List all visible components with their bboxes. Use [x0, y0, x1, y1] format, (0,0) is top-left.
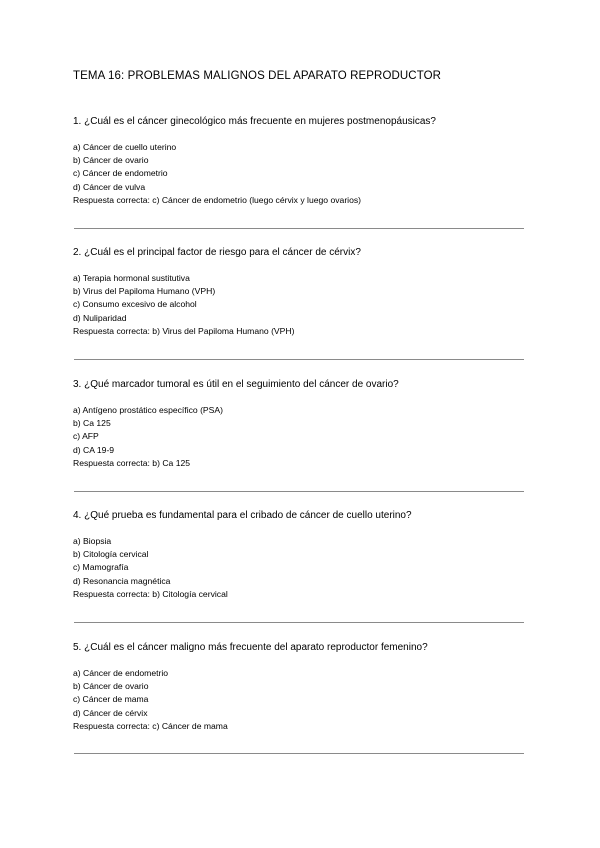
option-a: a) Terapia hormonal sustitutiva [73, 273, 190, 283]
option-b: b) Cáncer de ovario [73, 155, 149, 166]
option-d: d) Resonancia magnética [73, 575, 171, 586]
option-d: d) Cáncer de cérvix [73, 707, 148, 718]
option-b: b) Virus del Papiloma Humano (VPH) [73, 286, 216, 297]
question-text: 1. ¿Cuál es el cáncer ginecológico más frecuente en mujeres postmenopáusicas? [73, 116, 436, 127]
option-b: b) Cáncer de ovario [73, 681, 149, 692]
option-a: a) Cáncer de cuello uterino [73, 142, 177, 152]
correct-answer: Respuesta correcta: b) Ca 125 [73, 457, 191, 468]
option-a: a) Antígeno prostático específico (PSA) [73, 405, 223, 415]
question-5 [73, 641, 533, 733]
divider [74, 753, 524, 754]
correct-answer: Respuesta correcta: c) Cáncer de endometrio (luego cérvix y luego ovarios) [73, 194, 362, 205]
question-text: 5. ¿Cuál es el cáncer maligno más frecuente del aparato reproductor femenino? [73, 642, 428, 653]
question-1 [73, 115, 533, 207]
question-2 [73, 246, 533, 338]
correct-answer: Respuesta correcta: c) Cáncer de mama [73, 720, 228, 731]
question-3 [73, 378, 533, 470]
divider [74, 228, 524, 229]
option-a: a) Biopsia [73, 536, 112, 546]
correct-answer: Respuesta correcta: b) Virus del Papiloma Humano (VPH) [73, 325, 295, 336]
document-title: TEMA 16: PROBLEMAS MALIGNOS DEL APARATO REPRODUCTOR [73, 70, 442, 82]
option-c: c) Mamografía [73, 562, 129, 573]
option-c: c) Cáncer de endometrio [73, 168, 168, 179]
question-text: 3. ¿Qué marcador tumoral es útil en el seguimiento del cáncer de ovario? [73, 379, 399, 390]
option-d: d) CA 19-9 [73, 444, 115, 455]
option-a: a) Cáncer de endometrio [73, 668, 169, 678]
option-d: d) Nuliparidad [73, 312, 127, 323]
question-4 [73, 509, 533, 601]
option-b: b) Citología cervical [73, 549, 149, 560]
option-c: c) AFP [73, 431, 99, 442]
divider [74, 491, 524, 492]
divider [74, 359, 524, 360]
option-c: c) Consumo excesivo de alcohol [73, 299, 197, 310]
option-d: d) Cáncer de vulva [73, 181, 146, 192]
option-c: c) Cáncer de mama [73, 694, 149, 705]
correct-answer: Respuesta correcta: b) Citología cervical [73, 588, 228, 599]
question-text: 2. ¿Cuál es el principal factor de riesgo para el cáncer de cérvix? [73, 247, 361, 258]
question-text: 4. ¿Qué prueba es fundamental para el cribado de cáncer de cuello uterino? [73, 510, 412, 521]
divider [74, 622, 524, 623]
option-b: b) Ca 125 [73, 418, 111, 429]
